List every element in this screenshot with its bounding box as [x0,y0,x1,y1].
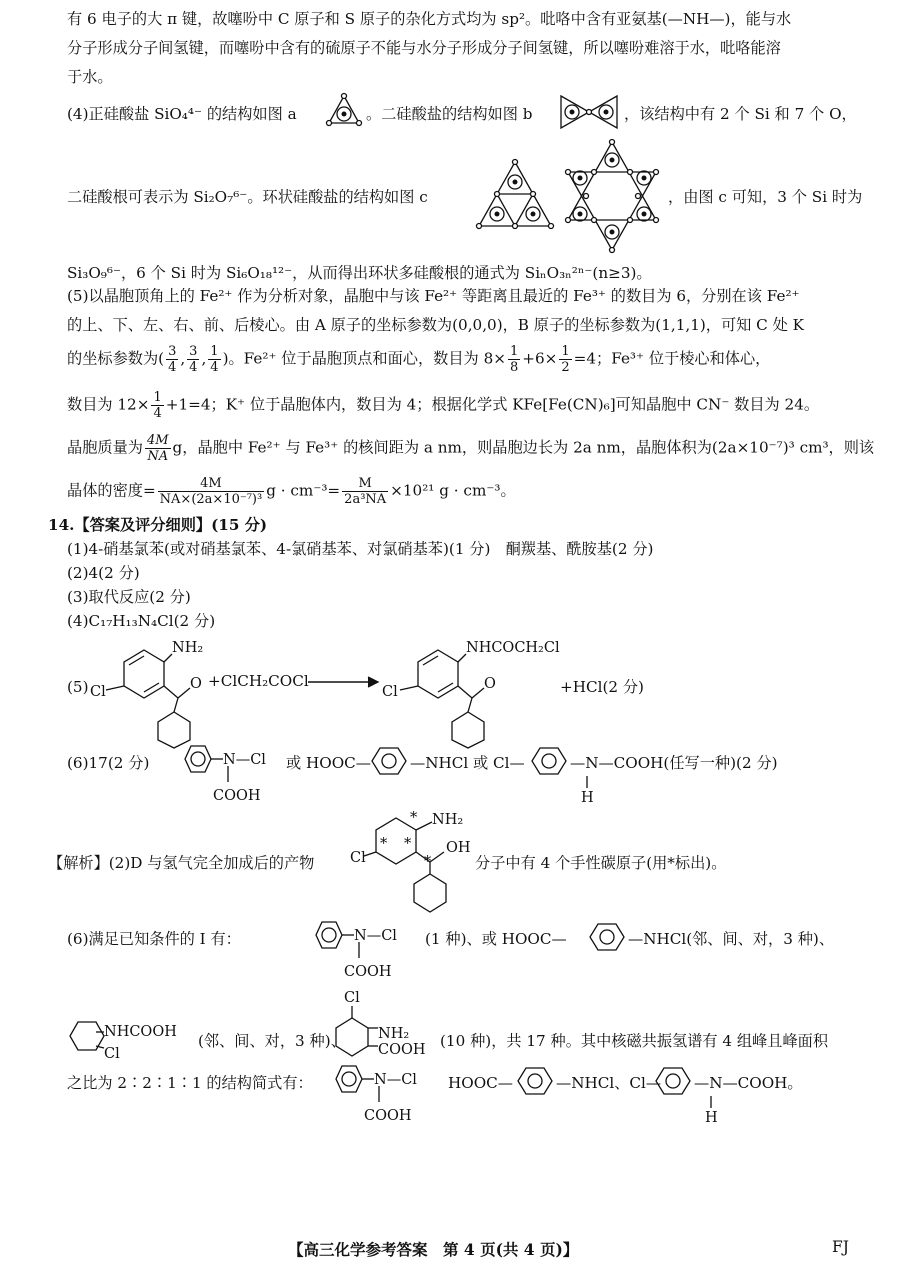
structure-n-chloro-n-phenyl-carbamic-acid [306,918,416,980]
fraction: $\frac{4M}{\text{NA×(2a×10⁻⁷)³}}$ [159,476,263,507]
text-line: Si₃O₉⁶⁻，6 个 Si 时为 Si₆O₁₈¹²⁻，从而得出环状多硅酸根的通式为 SiₙO₃ₙ²ⁿ⁻(n≥3)。 [67,264,652,282]
answer-line: —N—COOH(任写一种)(2 分) [570,754,778,772]
structure-chlorophenyl-carbamic-acid [66,1018,194,1066]
answer-line: (4)C₁₇H₁₃N₄Cl(2 分) [67,612,216,630]
fraction: $\frac{1}{8}$ [509,344,519,375]
reaction-arrow [306,676,382,688]
svg-text:N—Cl: N—Cl [223,752,266,768]
svg-text:Cl: Cl [104,1046,120,1062]
svg-text:NH₂: NH₂ [172,640,204,656]
analysis-line: —N—COOH。 [694,1074,803,1092]
answer-end: +HCl(2 分) [560,678,644,696]
svg-text:OH: OH [446,840,471,856]
product-chloroacetamide [380,632,560,750]
structure-n-chloro-n-phenyl-carbamic-acid [175,742,285,804]
fraction: $\frac{1}{4}$ [210,344,219,375]
svg-text:O: O [484,676,496,692]
text-line-with-fractions: 的坐标参数为( $\frac{3}{4}$ , $\frac{3}{4}$ , $\frac{1}{4}$ )。Fe²⁺ 位于晶胞顶点和面心，数目为 8× $\frac{1}{8}$ +6× $\frac{1}{2}$ =4；Fe³⁺ 位于棱心和体心， [67,344,771,375]
svg-text:*: * [424,854,432,870]
svg-text:COOH: COOH [364,1108,412,1124]
text-line: 的上、下、左、右、前、后棱心。由 A 原子的坐标参数为(0,0,0)，B 原子的坐标参数为(1,1,1)，可知 C 处 K [67,316,804,334]
fraction: $\frac{4M}{NA}$ [146,433,169,464]
text-line-with-fractions: 晶体的密度= $\frac{4M}{\text{NA×(2a×10⁻⁷)³}}$ g · cm⁻³= $\frac{M}{\text{2a³NA}}$ ×10²¹ g · cm⁻³。 [67,476,516,507]
svg-text:Cl: Cl [350,850,366,866]
text-line: 分子形成分子间氢键，而噻吩中含有的硫原子不能与水分子形成分子间氢键，所以噻吩难溶于水，吡咯能溶 [67,39,781,57]
text-line: (4)正硅酸盐 SiO₄⁴⁻ 的结构如图 a [67,105,297,123]
text-line: 有 6 电子的大 π 键，故噻吩中 C 原子和 S 原子的杂化方式均为 sp²。吡咯中含有亚氨基(—NH—)，能与水 [67,10,792,28]
benzene-ring [530,746,570,776]
analysis-line: (邻、间、对，3 种)、 [198,1032,346,1050]
figure-a-tetrahedron [325,92,363,130]
text-line: 于水。 [67,68,113,86]
nh-bond [580,774,600,804]
text-line: 。二硅酸盐的结构如图 b [366,105,533,123]
structure-aminochlorobenzoic-acid [332,984,442,1060]
fraction: $\frac{1}{2}$ [561,344,570,375]
analysis-line: —NHCl(邻、间、对，3 种)、 [628,930,835,948]
fraction: $\frac{M}{\text{2a³NA}}$ [344,476,387,507]
answer-line: (6)17(2 分) [67,754,150,772]
text-line: ，由图 c 可知，3 个 Si 时为 [668,188,863,206]
answer-label: (5) [67,678,89,696]
analysis-line: (10 种)，共 17 种。其中核磁共振氢谱有 4 组峰且峰面积 [440,1032,829,1050]
analysis-line: HOOC— [448,1074,513,1092]
fraction: $\frac{1}{4}$ [153,390,162,421]
text-line-with-fractions: 数目为 12× $\frac{1}{4}$ +1=4；K⁺ 位于晶胞体内，数目为 4；根据化学式 KFe[Fe(CN)₆]可知晶胞中 CN⁻ 数目为 24。 [67,390,820,421]
svg-text:H: H [705,1110,718,1126]
svg-text:COOH: COOH [213,788,261,804]
svg-text:N—Cl: N—Cl [354,928,397,944]
analysis-line: (6)满足已知条件的 I 有： [67,930,241,948]
svg-text:COOH: COOH [344,964,392,980]
answer-line: (3)取代反应(2 分) [67,588,191,606]
svg-text:H: H [581,790,594,806]
answer-line: —NHCl 或 Cl— [410,754,525,772]
analysis-line: 【解析】(2)D 与氢气完全加成后的产物 [48,854,315,872]
text-line: (5)以晶胞顶角上的 Fe²⁺ 作为分析对象，晶胞中与该 Fe²⁺ 等距离且最近的 Fe³⁺ 的数目为 6，分别在该 Fe²⁺ [67,287,800,305]
figure-c-three-ring [475,158,555,232]
svg-text:*: * [410,810,418,826]
footer-code: FJ [832,1238,849,1256]
svg-text:NHCOCH₂Cl: NHCOCH₂Cl [466,640,560,656]
structure-n-chloro-n-phenyl-carbamic-acid [326,1062,436,1124]
question-heading: 14.【答案及评分细则】(15 分) [48,516,268,534]
answer-line: 或 HOOC— [286,754,371,772]
svg-text:COOH: COOH [378,1042,426,1058]
nh-bond [704,1094,724,1124]
svg-text:*: * [404,836,412,852]
benzene-ring [516,1066,556,1096]
answer-line: (1)4-硝基氯苯(或对硝基氯苯、4-氯硝基苯、对氯硝基苯)(1 分) 酮羰基、酰胺基(2 分) [67,540,654,558]
svg-text:O: O [190,676,202,692]
svg-text:Cl: Cl [382,684,398,700]
benzene-ring [588,922,628,952]
benzene-ring [654,1066,694,1096]
figure-c-six-ring [560,138,664,254]
text-line: 二硅酸根可表示为 Si₂O₇⁶⁻。环状硅酸盐的结构如图 c [67,188,428,206]
analysis-line: (1 种)、或 HOOC— [425,930,567,948]
reagent: +ClCH₂COCl [208,672,309,690]
svg-text:NH₂: NH₂ [378,1026,410,1042]
text-line: ，该结构中有 2 个 Si 和 7 个 O， [624,105,857,123]
text-line-with-fractions: 晶胞质量为 $\frac{4M}{NA}$ g，晶胞中 Fe²⁺ 与 Fe³⁺ 的核间距为 a nm，则晶胞边长为 2a nm，晶胞体积为(2a×10⁻⁷)³ cm³，则该 [67,433,875,464]
svg-text:NHCOOH: NHCOOH [104,1024,177,1040]
analysis-line: 之比为 2∶2∶1∶1 的结构简式有： [67,1074,313,1092]
fraction: $\frac{3}{4}$ [189,344,198,375]
answer-line: (2)4(2 分) [67,564,140,582]
svg-text:N—Cl: N—Cl [374,1072,417,1088]
chiral-product-structure [350,808,474,918]
svg-text:Cl: Cl [90,684,106,700]
analysis-line: —NHCl、Cl— [556,1074,662,1092]
analysis-line: 分子中有 4 个手性碳原子(用*标出)。 [475,854,727,872]
reactant-aminobenzophenone [86,632,206,750]
svg-text:*: * [380,836,388,852]
benzene-ring [370,746,410,776]
svg-text:Cl: Cl [344,990,360,1006]
fraction: $\frac{3}{4}$ [168,344,177,375]
figure-b-disilicate [557,92,621,132]
svg-text:NH₂: NH₂ [432,812,464,828]
page-footer: 【高三化学参考答案 第 4 页(共 4 页)】 [288,1240,579,1259]
